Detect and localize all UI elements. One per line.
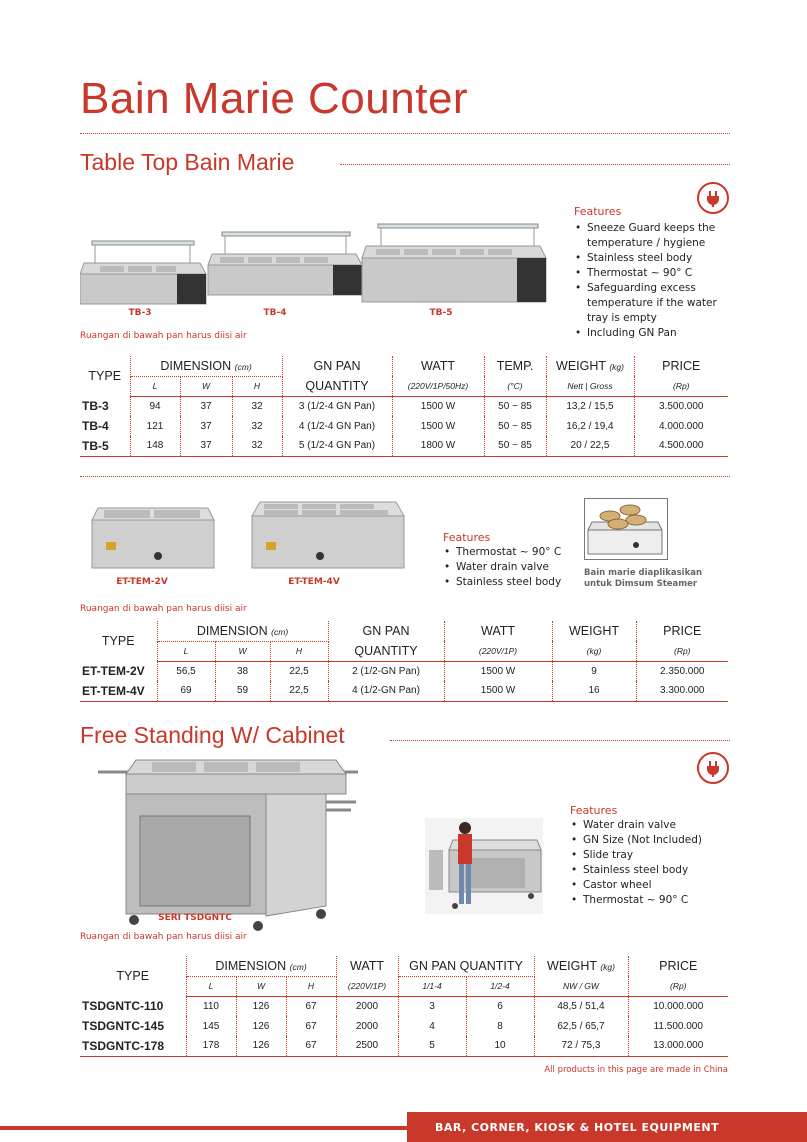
col-header-type: TYPE — [80, 621, 157, 661]
col-subheader-price: (Rp) — [636, 641, 728, 661]
col-header-h: H — [286, 976, 336, 996]
plug-icon — [697, 752, 729, 784]
col-header-type: TYPE — [80, 356, 130, 396]
feature-item: • Thermostat ~ 90° C — [443, 545, 583, 560]
product-label-tb-5: TB-5 — [429, 308, 453, 318]
col-header-l: L — [157, 641, 215, 661]
col-header-watt: WATT — [444, 621, 552, 641]
col-header-price: PRICE — [663, 624, 702, 638]
section-divider — [390, 740, 730, 741]
col-subheader-weight: Nett | Gross — [546, 376, 634, 396]
product-label-tb-4: TB-4 — [263, 308, 287, 318]
col-header-watt: WATT — [336, 956, 398, 976]
table-row: TB-3 94 37 32 3 (1/2-4 GN Pan) 1500 W 50 ~ 85 13,2 / 15,5 3.500.000 — [80, 396, 728, 416]
water-caption: Ruangan di bawah pan harus diisi air — [80, 331, 247, 341]
feature-item: • Castor wheel — [570, 878, 730, 893]
col-header-gn: GN PAN — [282, 356, 392, 376]
product-image-et-tem-4v — [252, 502, 404, 568]
table-row: TSDGNTC-178 178 126 67 2500 5 10 72 / 75,3 13.000.000 — [80, 1036, 728, 1056]
section-heading-free-standing: Free Standing W/ Cabinet — [80, 722, 345, 748]
water-caption: Ruangan di bawah pan harus diisi air — [80, 604, 247, 614]
col-header-temp: TEMP. — [484, 356, 546, 376]
col-header-w: W — [236, 976, 286, 996]
table-row: ET-TEM-2V 56,5 38 22,5 2 (1/2-GN Pan) 1500 W 9 2.350.000 — [80, 661, 728, 681]
free-standing-cabinet-image — [96, 756, 360, 934]
table-row: TSDGNTC-110 110 126 67 2000 3 6 48,5 / 51,4 10.000.000 — [80, 996, 728, 1016]
features-box — [443, 531, 583, 590]
table-row: TB-5 148 37 32 5 (1/2-4 GN Pan) 1800 W 50 ~ 85 20 / 22,5 4.500.000 — [80, 436, 728, 456]
col-header-w: W — [215, 641, 270, 661]
section-divider — [80, 476, 730, 477]
col-header-price: PRICE — [662, 359, 701, 373]
feature-item: • Slide tray — [570, 848, 730, 863]
product-label-et-tem-2v: ET-TEM-2V — [116, 577, 168, 587]
footer-stripe — [0, 1112, 420, 1142]
dimsum-steamer-image — [584, 498, 668, 560]
page-title: Bain Marie Counter — [80, 74, 469, 123]
et-tem-illustrations — [90, 490, 410, 575]
col-header-quantity: QUANTITY — [328, 641, 444, 661]
feature-item: • Stainless steel body — [574, 251, 734, 266]
col-header-price: PRICE — [659, 959, 698, 973]
dimsum-caption: Bain marie diaplikasikan untuk Dimsum Steamer — [584, 568, 703, 589]
feature-item: • Thermostat ~ 90° C — [570, 893, 730, 908]
col-subheader-temp: (°C) — [484, 376, 546, 396]
col-header-w: W — [180, 376, 232, 396]
product-image-tb-4 — [208, 232, 362, 295]
col-header-weight: WEIGHT — [552, 621, 636, 641]
feature-item: • Water drain valve — [443, 560, 583, 575]
features-title: Features — [570, 804, 618, 817]
col-header-gn: GN PAN QUANTITY — [398, 956, 534, 976]
col-header-watt: WATT — [392, 356, 484, 376]
table-row: TB-4 121 37 32 4 (1/2-4 GN Pan) 1500 W 50 ~ 85 16,2 / 19,4 4.000.000 — [80, 416, 728, 436]
col-header-dimension: DIMENSION (cm) — [130, 356, 282, 376]
col-subheader-watt: (220V/1P) — [336, 976, 398, 996]
feature-item: • Stainless steel body — [443, 575, 583, 590]
col-header-dimension: DIMENSION (cm) — [186, 956, 336, 976]
feature-item: • Stainless steel body — [570, 863, 730, 878]
section-divider — [340, 164, 730, 165]
features-box — [574, 205, 734, 341]
section-heading-table-top: Table Top Bain Marie — [80, 149, 295, 175]
col-subheader-price: (Rp) — [634, 376, 728, 396]
water-caption: Ruangan di bawah pan harus diisi air — [80, 932, 247, 942]
footer — [0, 1112, 807, 1142]
col-header-h: H — [232, 376, 282, 396]
col-subheader-weight: (kg) — [552, 641, 636, 661]
product-image-tb-5 — [362, 224, 546, 302]
col-header-dimension: DIMENSION (cm) — [157, 621, 328, 641]
spec-table-table-top — [80, 356, 728, 457]
col-subheader-watt: (220V/1P) — [444, 641, 552, 661]
col-header-weight: WEIGHT (kg) — [546, 356, 634, 376]
footer-label: BAR, CORNER, KIOSK & HOTEL EQUIPMENT — [407, 1112, 807, 1142]
spec-table-et-tem — [80, 621, 728, 702]
product-label-tsdgntc: SERI TSDGNTC — [158, 913, 232, 923]
product-label-tb-3: TB-3 — [128, 308, 152, 318]
feature-item: • Water drain valve — [570, 818, 730, 833]
col-subheader-price: (Rp) — [628, 976, 728, 996]
feature-item: • Thermostat ~ 90° C — [574, 266, 734, 281]
col-header-type: TYPE — [80, 956, 186, 996]
col-subheader-watt: (220V/1P/50Hz) — [392, 376, 484, 396]
col-header-weight: WEIGHT (kg) — [534, 956, 628, 976]
features-title: Features — [574, 205, 622, 218]
made-in-note: All products in this page are made in China — [544, 1065, 728, 1075]
product-label-et-tem-4v: ET-TEM-4V — [288, 577, 340, 587]
feature-item: • GN Size (Not Included) — [570, 833, 730, 848]
feature-item: • Sneeze Guard keeps the temperature / hygiene — [574, 221, 734, 251]
col-header-quantity: QUANTITY — [282, 376, 392, 396]
col-subheader-gn-a: 1/1-4 — [398, 976, 466, 996]
col-header-l: L — [186, 976, 236, 996]
features-title: Features — [443, 531, 491, 544]
feature-item: • Including GN Pan — [574, 326, 734, 341]
table-row: TSDGNTC-145 145 126 67 2000 4 8 62,5 / 65,7 11.500.000 — [80, 1016, 728, 1036]
feature-item: • Safeguarding excess temperature if the water tray is empty — [574, 281, 734, 326]
product-image-tb-3 — [80, 241, 206, 304]
col-header-l: L — [130, 376, 180, 396]
demo-usage-image — [425, 818, 543, 914]
title-divider — [80, 133, 730, 134]
col-subheader-gn-b: 1/2-4 — [466, 976, 534, 996]
product-image-et-tem-2v — [92, 508, 214, 568]
table-row: ET-TEM-4V 69 59 22,5 4 (1/2-GN Pan) 1500 W 16 3.300.000 — [80, 681, 728, 701]
col-header-gn: GN PAN — [328, 621, 444, 641]
spec-table-free-standing — [80, 956, 728, 1057]
features-box — [570, 804, 730, 908]
col-header-h: H — [270, 641, 328, 661]
col-subheader-weight: NW / GW — [534, 976, 628, 996]
